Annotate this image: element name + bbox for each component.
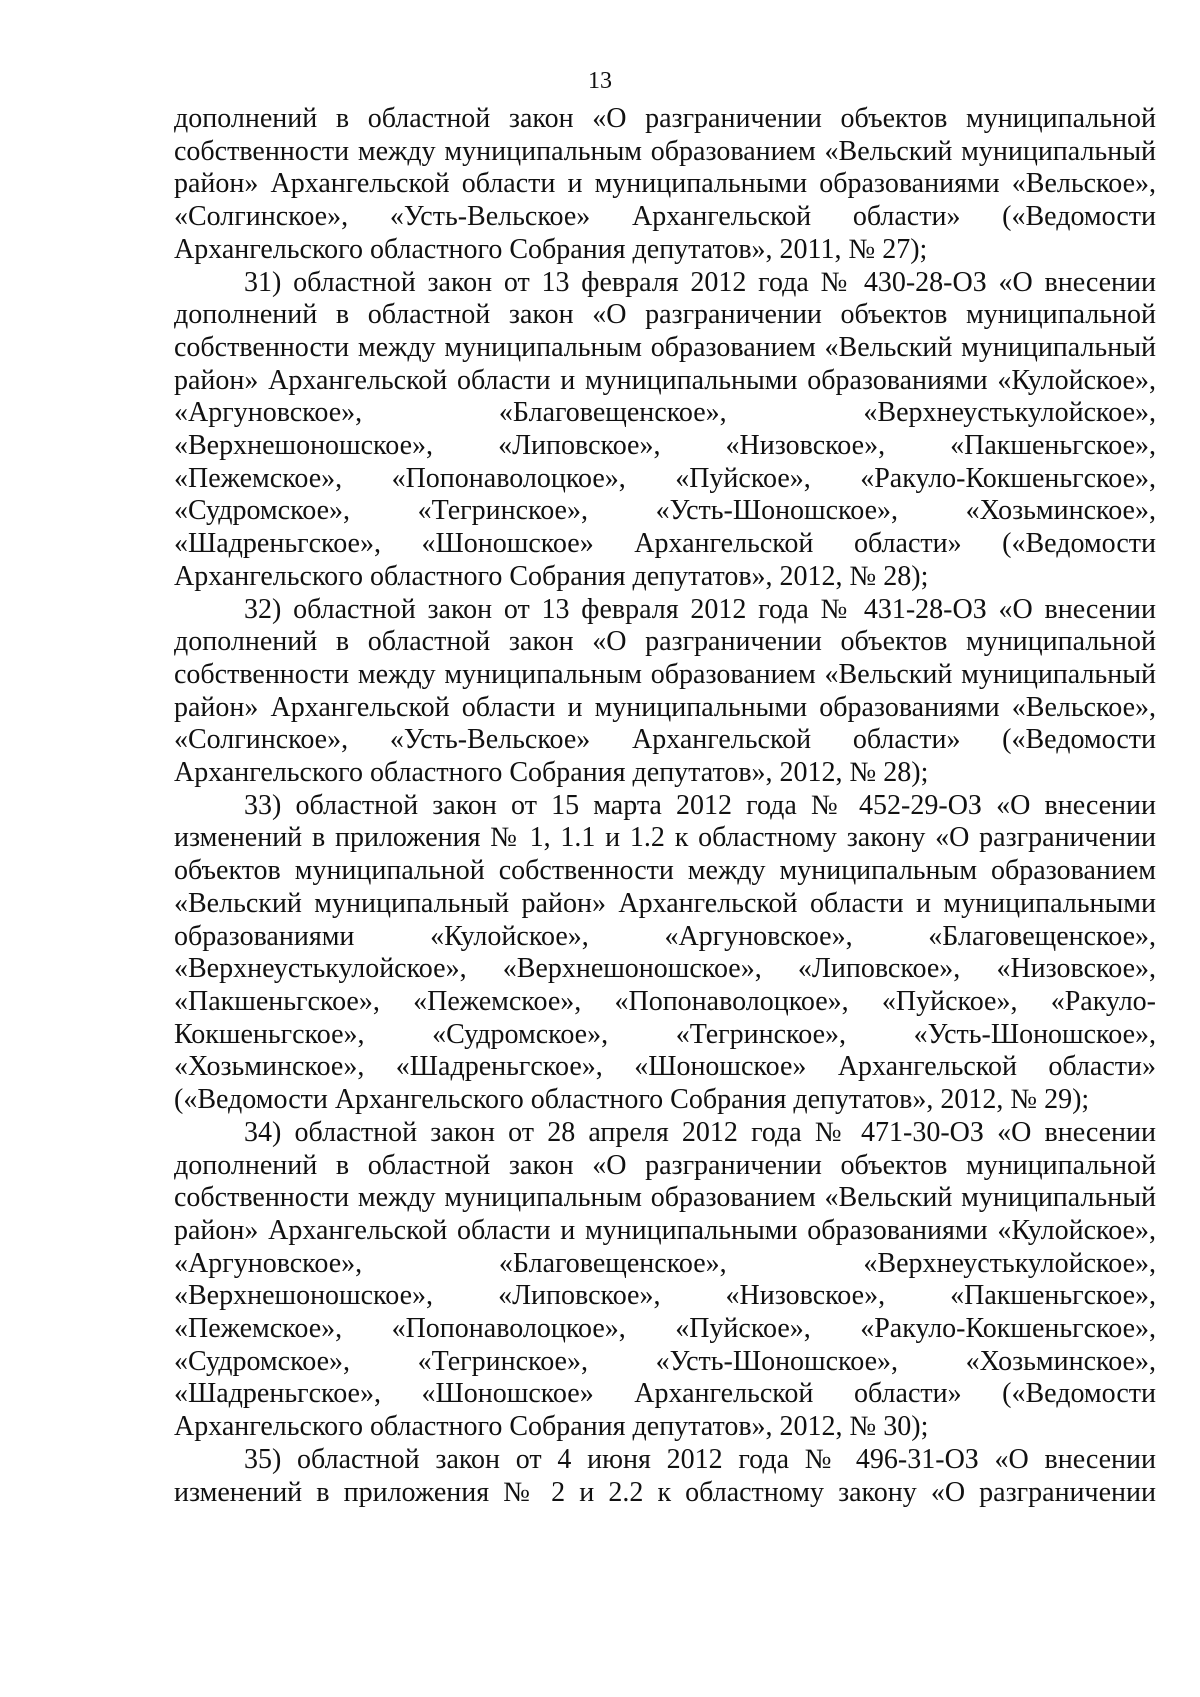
paragraph-continuation: дополнений в областной закон «О разграничении объектов муниципальной собственности между муниципальным образованием «Вельский муниципальный район» Архангельской области и муниципальными образованиями «Вельское», «Солгинское», «Усть-Вельское» Архангельской области» («Ведомости Архангельского областного Собрания депутатов», 2011, № 27); [174, 103, 1156, 265]
list-item-33: 33) областной закон от 15 марта 2012 года № 452-29-ОЗ «О внесении изменений в приложения № 1, 1.1 и 1.2 к областному закону «О разграничении объектов муниципальной собственности между муниципальным образованием «Вельский муниципальный район» Архангельской области и муниципальными образованиями «Кулойское», «Аргуновское», «Благовещенское», «Верхнеустькулойское», «Верхнешоношское», «Липовское», «Низовское», «Пакшеньгское», «Пежемское», «Попонаволоцкое», «Пуйское», «Ракуло-Кокшеньгское», «Судромское», «Тегринское», «Усть-Шоношское», «Хозьминское», «Шадреньгское», «Шоношское» Архангельской области» («Ведомости Архангельского областного Собрания депутатов», 2012, № 29); [174, 789, 1156, 1116]
list-item-32: 32) областной закон от 13 февраля 2012 года № 431-28-ОЗ «О внесении дополнений в областной закон «О разграничении объектов муниципальной собственности между муниципальным образованием «Вельский муниципальный район» Архангельской области и муниципальными образованиями «Вельское», «Солгинское», «Усть-Вельское» Архангельской области» («Ведомости Архангельского областного Собрания депутатов», 2012, № 28); [174, 593, 1156, 789]
list-item-34: 34) областной закон от 28 апреля 2012 года № 471-30-ОЗ «О внесении дополнений в областной закон «О разграничении объектов муниципальной собственности между муниципальным образованием «Вельский муниципальный район» Архангельской области и муниципальными образованиями «Кулойское», «Аргуновское», «Благовещенское», «Верхнеустькулойское», «Верхнешоношское», «Липовское», «Низовское», «Пакшеньгское», «Пежемское», «Попонаволоцкое», «Пуйское», «Ракуло-Кокшеньгское», «Судромское», «Тегринское», «Усть-Шоношское», «Хозьминское», «Шадреньгское», «Шоношское» Архангельской области» («Ведомости Архангельского областного Собрания депутатов», 2012, № 30); [174, 1116, 1156, 1443]
list-item-35: 35) областной закон от 4 июня 2012 года № 496-31-ОЗ «О внесении изменений в приложения № 2 и 2.2 к областному закону «О разграничении [174, 1443, 1156, 1508]
document-body [174, 103, 1156, 1509]
page-number: 13 [588, 68, 612, 94]
list-item-31: 31) областной закон от 13 февраля 2012 года № 430-28-ОЗ «О внесении дополнений в областной закон «О разграничении объектов муниципальной собственности между муниципальным образованием «Вельский муниципальный район» Архангельской области и муниципальными образованиями «Кулойское», «Аргуновское», «Благовещенское», «Верхнеустькулойское», «Верхнешоношское», «Липовское», «Низовское», «Пакшеньгское», «Пежемское», «Попонаволоцкое», «Пуйское», «Ракуло-Кокшеньгское», «Судромское», «Тегринское», «Усть-Шоношское», «Хозьминское», «Шадреньгское», «Шоношское» Архангельской области» («Ведомости Архангельского областного Собрания депутатов», 2012, № 28); [174, 266, 1156, 592]
